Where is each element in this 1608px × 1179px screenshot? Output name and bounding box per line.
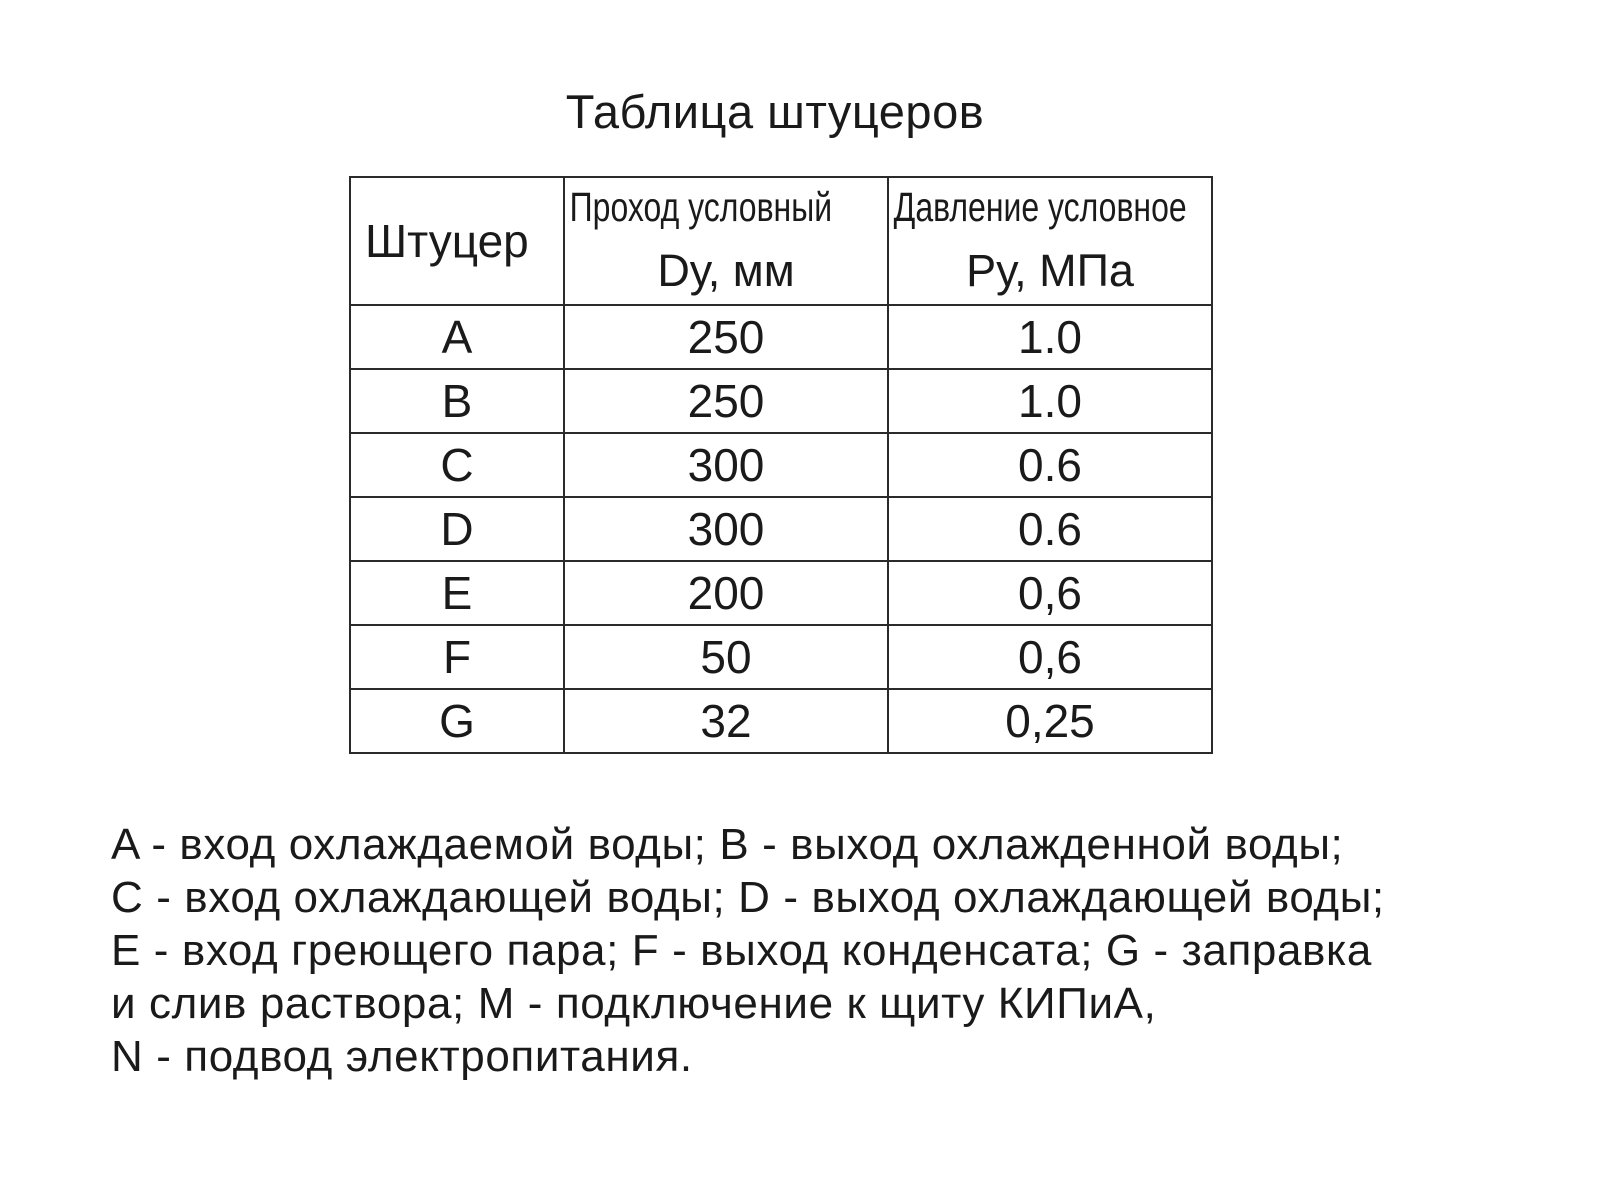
table-row xyxy=(350,689,1212,753)
table-row xyxy=(350,561,1212,625)
header-nominal-pressure-title: Давление условное xyxy=(893,184,1187,230)
cell-nominal-pressure: 0,25 xyxy=(888,689,1212,753)
header-nominal-pressure-unit: Ру, МПа xyxy=(966,245,1134,296)
cell-fitting: F xyxy=(350,625,564,689)
table-row xyxy=(350,497,1212,561)
cell-nominal-passage: 50 xyxy=(564,625,888,689)
cell-fitting: D xyxy=(350,497,564,561)
cell-nominal-passage: 250 xyxy=(564,369,888,433)
table-row xyxy=(350,369,1212,433)
header-nominal-pressure xyxy=(888,177,1212,305)
table-row xyxy=(350,305,1212,369)
cell-fitting: G xyxy=(350,689,564,753)
table-row xyxy=(350,625,1212,689)
cell-nominal-pressure: 0,6 xyxy=(888,561,1212,625)
cell-nominal-pressure: 1.0 xyxy=(888,305,1212,369)
legend-line: E - вход греющего пара; F - выход конденсата; G - заправка xyxy=(111,926,1372,975)
legend-line: N - подвод электропитания. xyxy=(111,1032,693,1081)
cell-nominal-passage: 200 xyxy=(564,561,888,625)
cell-nominal-pressure: 1.0 xyxy=(888,369,1212,433)
legend-line: C - вход охлаждающей воды; D - выход охлаждающей воды; xyxy=(111,873,1385,922)
header-nominal-passage xyxy=(564,177,888,305)
cell-nominal-passage: 250 xyxy=(564,305,888,369)
legend-line: A - вход охлаждаемой воды; B - выход охлажденной воды; xyxy=(111,820,1344,869)
header-nominal-passage-title: Проход условный xyxy=(569,184,833,230)
header-nominal-passage-unit: Dу, мм xyxy=(657,245,795,296)
cell-nominal-pressure: 0,6 xyxy=(888,625,1212,689)
cell-fitting: A xyxy=(350,305,564,369)
cell-nominal-pressure: 0.6 xyxy=(888,497,1212,561)
table-row xyxy=(350,433,1212,497)
cell-fitting: B xyxy=(350,369,564,433)
header-fitting: Штуцер xyxy=(350,177,564,305)
table-header-row xyxy=(350,177,1212,305)
cell-nominal-passage: 32 xyxy=(564,689,888,753)
fittings-legend xyxy=(111,818,1581,1083)
fittings-table xyxy=(349,176,1213,754)
cell-fitting: C xyxy=(350,433,564,497)
cell-nominal-passage: 300 xyxy=(564,433,888,497)
cell-nominal-pressure: 0.6 xyxy=(888,433,1212,497)
cell-nominal-passage: 300 xyxy=(564,497,888,561)
cell-fitting: E xyxy=(350,561,564,625)
page-title: Таблица штуцеров xyxy=(565,85,985,138)
legend-line: и слив раствора; M - подключение к щиту КИПиА, xyxy=(111,979,1157,1028)
